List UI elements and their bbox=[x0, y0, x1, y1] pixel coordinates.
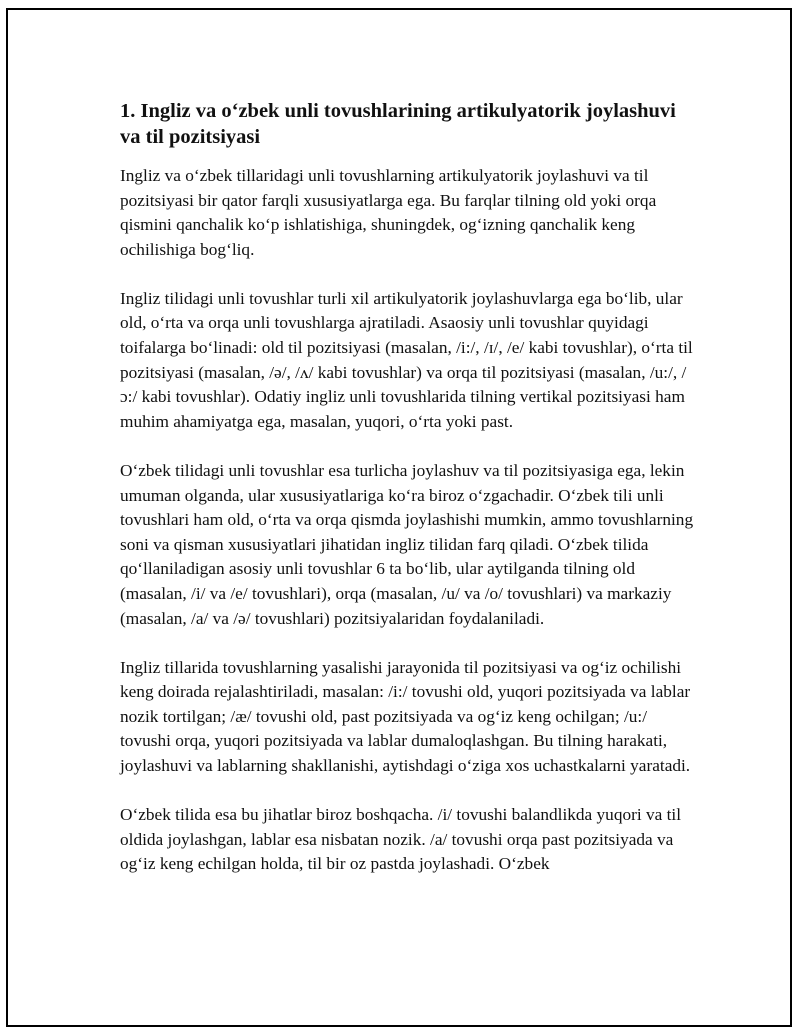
paragraph: O‘zbek tilidagi unli tovushlar esa turlicha joylashuv va til pozitsiyasiga ega, lekin umuman olganda, ular xususiyatlariga ko‘ra biroz o‘zgachadir. O‘zbek tili unli tovushlari ham old, o‘rta va orqa qismda joylashishi mumkin, ammo tovushlarning soni va qisman xususiyatlari jihatidan ingliz tilidan farq qiladi. O‘zbek tilida qo‘llaniladigan asosiy unli tovushlar 6 ta bo‘lib, ular aytilganda tilning old (masalan, /i/ va /e/ tovushlari), orqa (masalan, /u/ va /o/ tovushlari) va markaziy (masalan, /a/ va /ə/ tovushlari) pozitsiyalaridan foydalaniladi. bbox=[120, 460, 694, 628]
paragraph: Ingliz tilidagi unli tovushlar turli xil artikulyatorik joylashuvlarga ega bo‘lib, ular old, o‘rta va orqa unli tovushlarga ajratiladi. Asaosiy unli tovushlar quyidagi toifalarga bo‘linadi: old til pozitsiyasi (masalan, /i:/, /ɪ/, /e/ kabi tovushlar), o‘rta til pozitsiyasi (masalan, /ə/, /ʌ/ kabi tovushlar) va orqa til pozitsiyasi (masalan, /u:/, /ɔ:/ kabi tovushlar). Odatiy ingliz unli tovushlarida tilning vertikal pozitsiyasi ham muhim ahamiyatga ega, masalan, yuqori, o‘rta yoki past. bbox=[120, 288, 693, 431]
paragraph: O‘zbek tilida esa bu jihatlar biroz boshqacha. /i/ tovushi balandlikda yuqori va til oldida joylashgan, lablar esa nisbatan nozik. /a/ tovushi orqa past pozitsiyada va og‘iz keng echilgan holda, til bir oz pastda joylashadi. O‘zbek bbox=[120, 805, 682, 874]
document-page bbox=[6, 8, 792, 1027]
paragraph: Ingliz tillarida tovushlarning yasalishi jarayonida til pozitsiyasi va og‘iz ochilishi keng doirada rejalashtiriladi, masalan: /i:/ tovushi old, yuqori pozitsiyada va lablar nozik tortilgan; /æ/ tovushi old, past pozitsiyada va og‘iz keng ochilgan; /u:/ tovushi orqa, yuqori pozitsiyada va lablar dumaloqlashgan. Bu tilning harakati, joylashuvi va lablarning shakllanishi, aytishdagi o‘ziga xos uchastkalarni yaratadi. bbox=[120, 657, 691, 775]
paragraph: Ingliz va o‘zbek tillaridagi unli tovushlarning artikulyatorik joylashuvi va til pozitsiyasi bir qator farqli xususiyatlarga ega. Bu farqlar tilning old yoki orqa qismini qanchalik ko‘p ishlatishiga, shuningdek, og‘izning qanchalik keng ochilishiga bog‘liq. bbox=[120, 166, 657, 259]
document-body bbox=[120, 98, 700, 901]
section-heading: 1. Ingliz va o‘zbek unli tovushlarining artikulyatorik joylashuvi va til pozitsiyasi bbox=[120, 100, 676, 148]
